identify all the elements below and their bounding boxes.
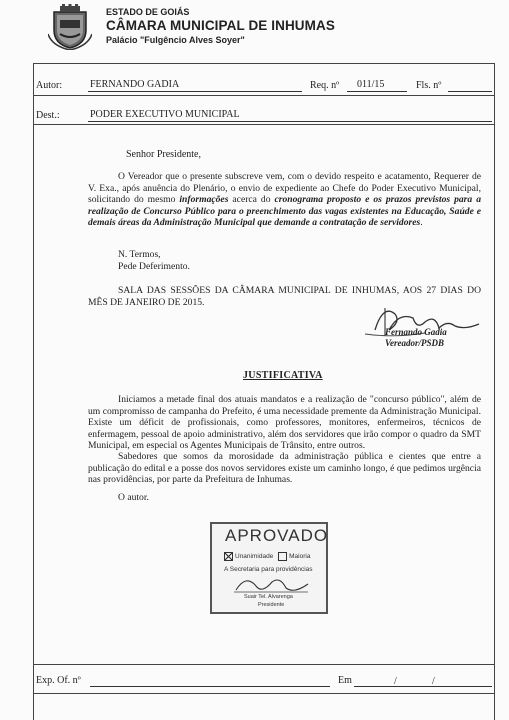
exp-label: Exp. Of. nº: [36, 675, 81, 686]
stamp-signer-name: Suair Tel. Alvarenga: [244, 594, 293, 600]
fls-line: [448, 80, 492, 92]
signer-role: Vereador/PSDB: [385, 338, 445, 348]
em-date-separator: /: [394, 676, 397, 687]
header-chamber: CÂMARA MUNICIPAL DE INHUMAS: [106, 18, 335, 33]
justificativa-signoff: O autor.: [118, 492, 149, 503]
stamp-signer-role: Presidente: [258, 602, 285, 608]
justificativa-paragraph-1: Iniciamos a metade final dos atuais mandatos e a realização de "concurso público", além de um compromisso de campanha do Prefeito, é uma necessidade premente da Administração Municipal. Existe um déficit de profissionais, como professores, monitores, enfermeiros, técnicos de enfermagem, pessoal de apoio administrativo, além dos servidores que irão compor o quadro da SMT Municipal, em especial os Agentes Municipais de Trânsito, entre outros.: [88, 394, 481, 452]
fls-label: Fls. nº: [416, 80, 442, 91]
em-date-line: [354, 675, 492, 687]
row-divider: [33, 693, 495, 694]
salutation: Senhor Presidente,: [126, 149, 201, 160]
signer-name: Fernando Gadia: [385, 327, 447, 337]
unanimity-label: Unanimidade: [235, 553, 274, 561]
header-palace: Palácio "Fulgêncio Alves Soyer": [106, 35, 245, 45]
session-date: SALA DAS SESSÕES DA CÂMARA MUNICIPAL DE INHUMAS, AOS 27 DIAS DO MÊS DE JANEIRO DE 2015.: [88, 285, 481, 308]
closing-request: Pede Deferimento.: [118, 261, 190, 272]
dest-label: Dest.:: [36, 110, 60, 121]
row-divider: [33, 664, 495, 665]
em-date-separator: /: [432, 676, 435, 687]
justificativa-heading: JUSTIFICATIVA: [243, 370, 323, 381]
unanimity-checkbox: [224, 552, 233, 561]
em-label: Em: [338, 675, 352, 686]
municipal-coat-of-arms-icon: [48, 4, 92, 50]
justificativa-paragraph-2: Sabedores que somos da morosidade da administração pública e cientes que entre a publicação do edital e a posse dos novos servidores existe um caminho longo, é que pedimos urgência nas providências, por parte da Prefeitura de Inhumas.: [88, 451, 481, 486]
autor-value: FERNANDO GADIA: [90, 79, 180, 90]
approval-stamp: [210, 522, 328, 614]
form-frame: [33, 63, 495, 720]
request-paragraph: O Vereador que o presente subscreve vem, com o devido respeito e acatamento, Requerer de V. Exa., após anuência do Plenário, o envio de expediente ao Chefe do Poder Executivo Municipal, solicitando do mesmo informações acerca do cronograma proposto e os prazos previstos para a realização de Concurso Público para o preenchimento das vagas existentes na Educação, Saúde e demais áreas da Administração Municipal que demande a contratação de servidores.: [88, 171, 482, 229]
closing-terms: N. Termos,: [118, 249, 161, 260]
exp-line: [90, 675, 330, 687]
autor-label: Autor:: [36, 80, 63, 91]
stamp-referral: A Secretaria para providências: [224, 566, 313, 573]
majority-checkbox: [278, 552, 287, 561]
stamp-title: APROVADO: [225, 526, 329, 545]
stamp-options: [224, 552, 310, 561]
row-divider: [33, 95, 495, 96]
dest-value: PODER EXECUTIVO MUNICIPAL: [90, 109, 240, 120]
req-value: 011/15: [357, 79, 385, 90]
row-divider: [33, 124, 495, 125]
req-label: Req. nº: [310, 80, 340, 91]
header-state: ESTADO DE GOIÁS: [106, 7, 190, 17]
majority-label: Maioria: [289, 553, 311, 561]
